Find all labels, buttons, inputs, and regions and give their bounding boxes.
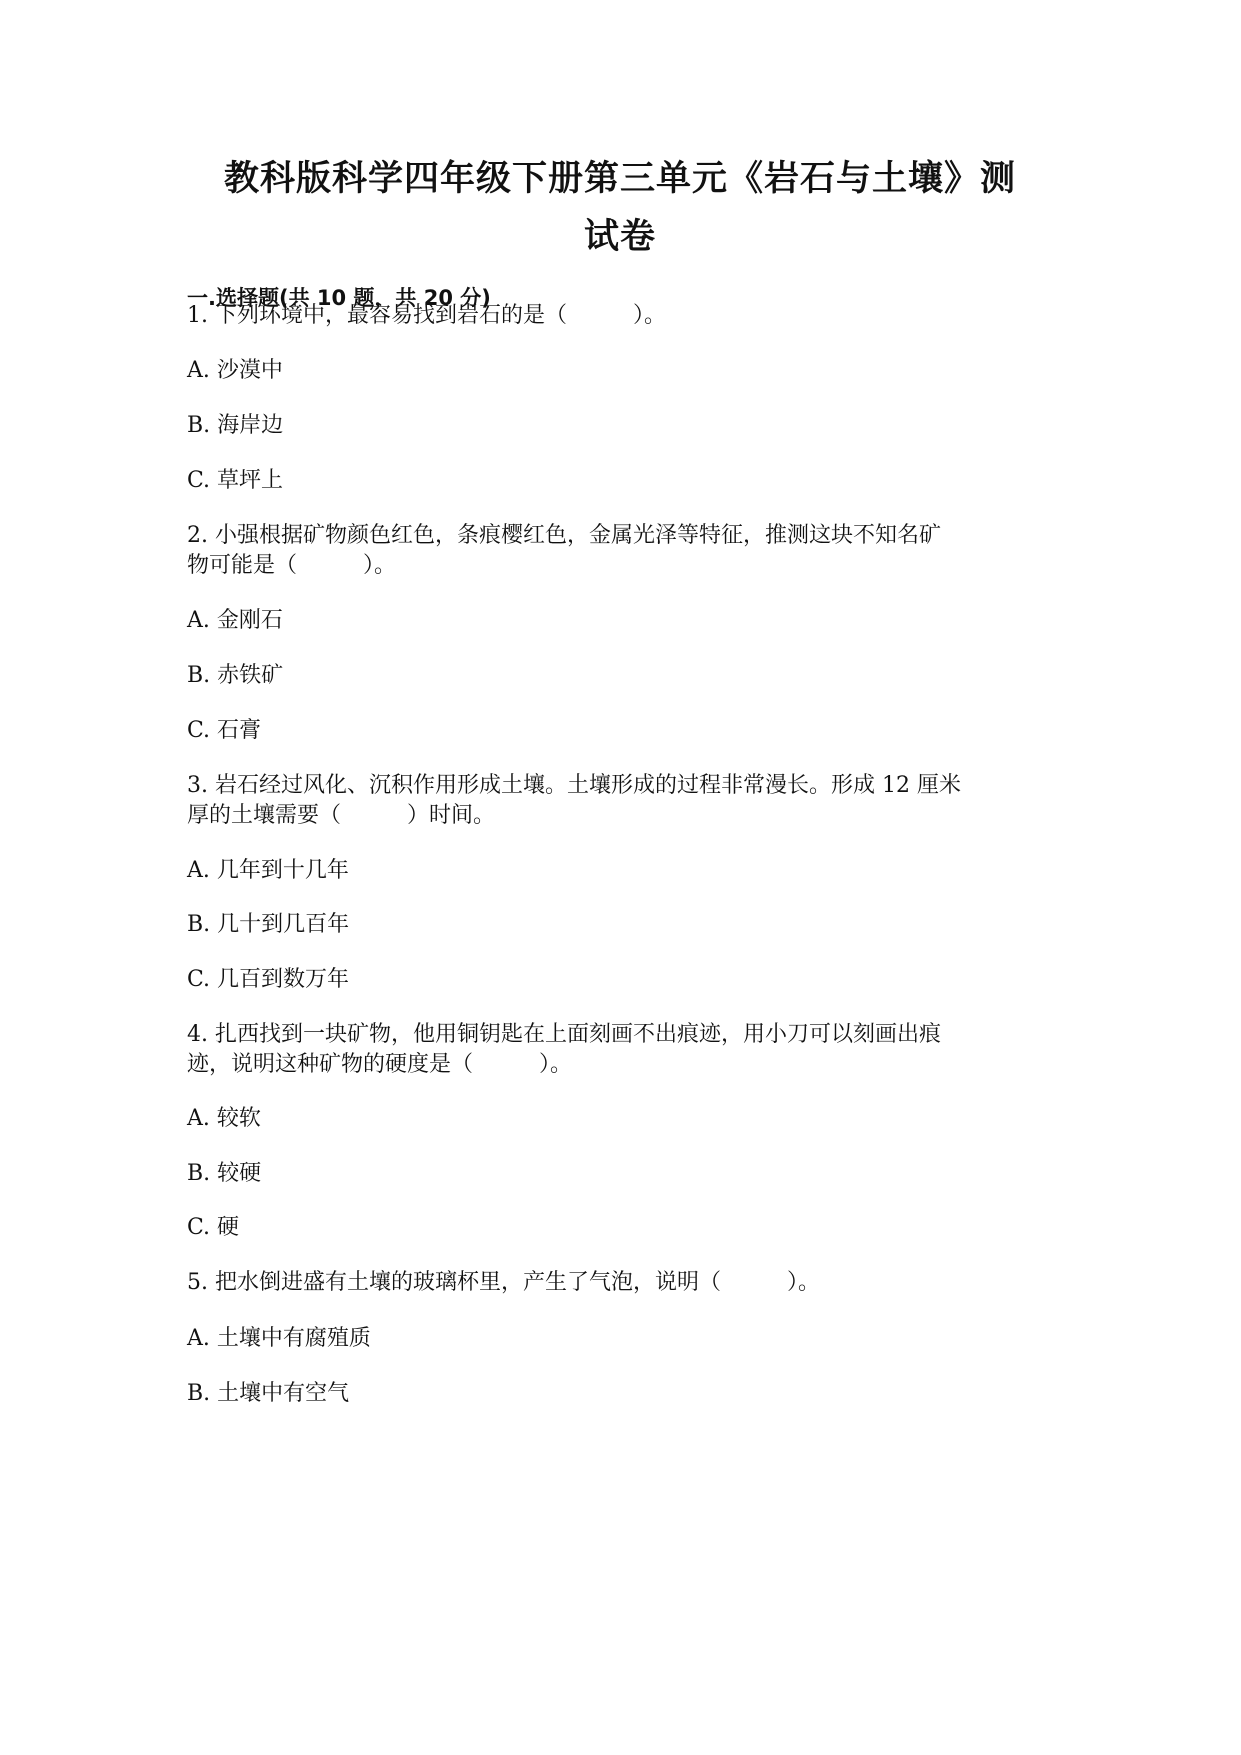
question-3-option-a: A. 几年到十几年 [187, 858, 349, 883]
question-2-option-b: B. 赤铁矿 [187, 663, 284, 688]
section-heading: 一.选择题(共 10 题，共 20 分) [187, 286, 491, 310]
question-1-line-1: 1. 下列环境中，最容易找到岩石的是（ ）。 [187, 303, 666, 328]
question-3-line-1: 3. 岩石经过风化、沉积作用形成土壤。土壤形成的过程非常漫长。形成 12 厘米 [187, 773, 961, 798]
question-5-option-a: A. 土壤中有腐殖质 [187, 1326, 371, 1351]
question-3-option-b: B. 几十到几百年 [187, 912, 350, 937]
question-1-option-b: B. 海岸边 [187, 413, 284, 438]
question-2-line-2: 物可能是（ ）。 [187, 553, 397, 578]
question-4-line-2: 迹，说明这种矿物的硬度是（ ）。 [187, 1052, 573, 1077]
question-4-option-b: B. 较硬 [187, 1161, 262, 1186]
question-2-option-a: A. 金刚石 [187, 608, 283, 633]
page-title [190, 150, 1050, 266]
question-1-option-a: A. 沙漠中 [187, 358, 283, 383]
question-1-option-c: C. 草坪上 [187, 468, 284, 493]
question-4-option-c: C. 硬 [187, 1215, 240, 1240]
question-2-option-c: C. 石膏 [187, 718, 262, 743]
question-5-line-1: 5. 把水倒进盛有土壤的玻璃杯里，产生了气泡，说明（ ）。 [187, 1270, 820, 1295]
title-line-2: 试卷 [583, 217, 656, 257]
question-5-option-b: B. 土壤中有空气 [187, 1381, 350, 1406]
title-line-1: 教科版科学四年级下册第三单元《岩石与土壤》测 [223, 159, 1016, 199]
question-2-line-1: 2. 小强根据矿物颜色红色，条痕樱红色，金属光泽等特征，推测这块不知名矿 [187, 523, 941, 548]
question-4-line-1: 4. 扎西找到一块矿物，他用铜钥匙在上面刻画不出痕迹，用小刀可以刻画出痕 [187, 1022, 941, 1047]
question-4-option-a: A. 较软 [187, 1106, 261, 1131]
question-3-option-c: C. 几百到数万年 [187, 967, 350, 992]
question-3-line-2: 厚的土壤需要（ ）时间。 [187, 803, 496, 828]
